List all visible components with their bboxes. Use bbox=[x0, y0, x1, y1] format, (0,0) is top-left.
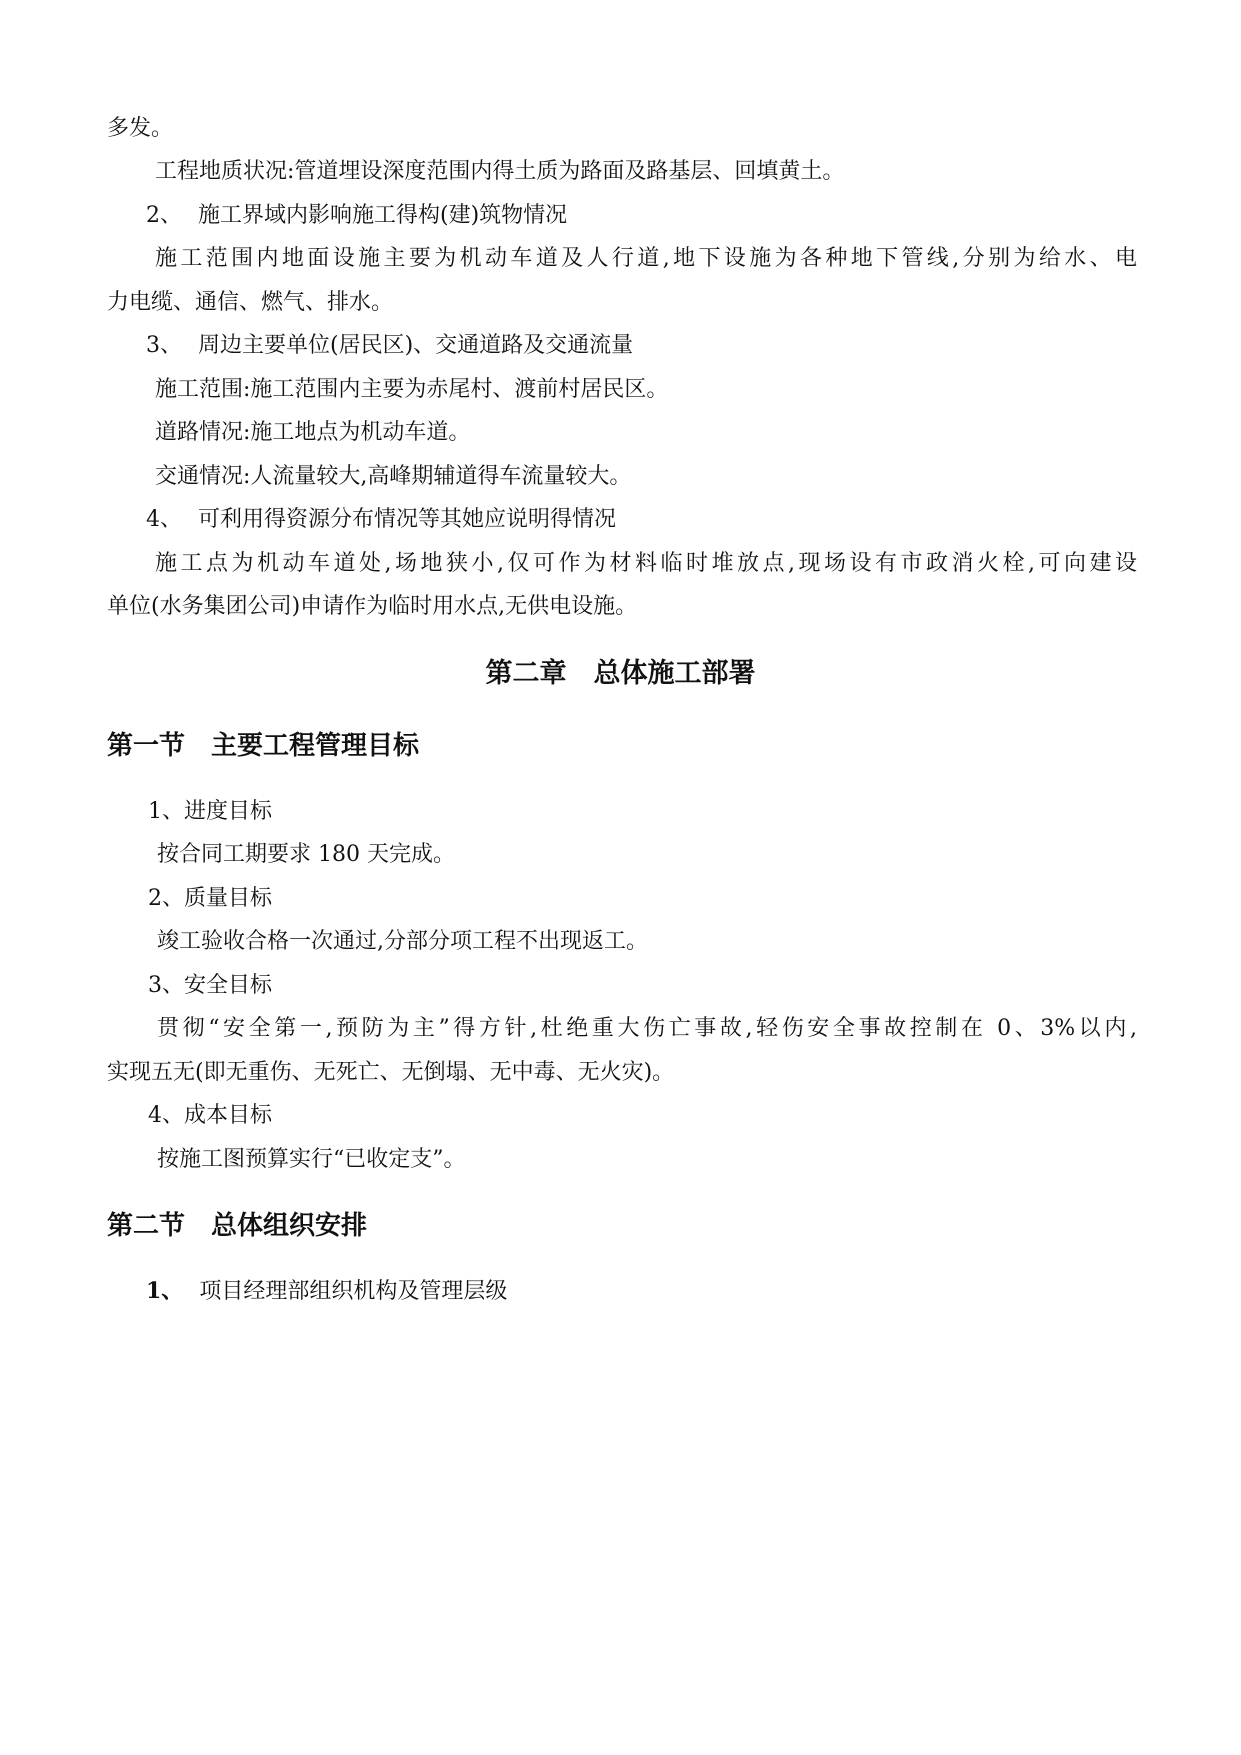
paragraph-line: 道路情况:施工地点为机动车道。 bbox=[155, 420, 471, 445]
paragraph-line: 交通情况:人流量较大,高峰期辅道得车流量较大。 bbox=[155, 464, 632, 489]
item-number: 4、 bbox=[146, 507, 182, 532]
paragraph-line: 工程地质状况:管道埋设深度范围内得土质为路面及路基层、回填黄土。 bbox=[155, 159, 845, 184]
paragraph-line: 按施工图预算实行“已收定支”。 bbox=[157, 1147, 466, 1172]
numbered-heading bbox=[146, 1276, 507, 1307]
paragraph-line: 单位(水务集团公司)申请作为临时用水点,无供电设施。 bbox=[107, 594, 638, 619]
goal-heading: 1、进度目标 bbox=[148, 799, 272, 824]
goal-heading: 2、质量目标 bbox=[148, 886, 272, 911]
goal-heading: 4、成本目标 bbox=[148, 1103, 272, 1128]
chapter-title: 第二章 总体施工部署 bbox=[485, 658, 756, 689]
item-number: 2、 bbox=[146, 203, 182, 228]
paragraph-line: 按合同工期要求 180 天完成。 bbox=[157, 842, 455, 867]
numbered-heading bbox=[146, 505, 616, 535]
paragraph-line: 贯彻“安全第一,预防为主”得方针,杜绝重大伤亡事故,轻伤安全事故控制在 0、3%以内, bbox=[157, 1016, 1137, 1041]
paragraph-line: 多发。 bbox=[107, 116, 174, 141]
item-number: 3、 bbox=[146, 333, 182, 358]
goal-heading: 3、安全目标 bbox=[148, 973, 272, 998]
paragraph-line: 施工范围:施工范围内主要为赤尾村、渡前村居民区。 bbox=[155, 377, 669, 402]
numbered-heading bbox=[146, 201, 567, 231]
item-text: 可利用得资源分布情况等其她应说明得情况 bbox=[198, 507, 617, 532]
paragraph-line: 施工点为机动车道处,场地狭小,仅可作为材料临时堆放点,现场设有市政消火栓,可向建设 bbox=[155, 551, 1137, 576]
item-text: 周边主要单位(居民区)、交通道路及交通流量 bbox=[198, 333, 634, 358]
numbered-heading bbox=[146, 331, 633, 361]
section-title: 第二节 总体组织安排 bbox=[107, 1211, 368, 1241]
item-text: 项目经理部组织机构及管理层级 bbox=[199, 1279, 508, 1304]
item-number: 1、 bbox=[146, 1278, 184, 1304]
section-title: 第一节 主要工程管理目标 bbox=[107, 731, 420, 761]
paragraph-line: 实现五无(即无重伤、无死亡、无倒塌、无中毒、无火灾)。 bbox=[107, 1060, 675, 1085]
paragraph-line: 竣工验收合格一次通过,分部分项工程不出现返工。 bbox=[157, 929, 648, 954]
paragraph-line: 施工范围内地面设施主要为机动车道及人行道,地下设施为各种地下管线,分别为给水、电 bbox=[155, 246, 1137, 271]
item-text: 施工界域内影响施工得构(建)筑物情况 bbox=[198, 203, 568, 228]
paragraph-line: 力电缆、通信、燃气、排水。 bbox=[107, 290, 394, 315]
